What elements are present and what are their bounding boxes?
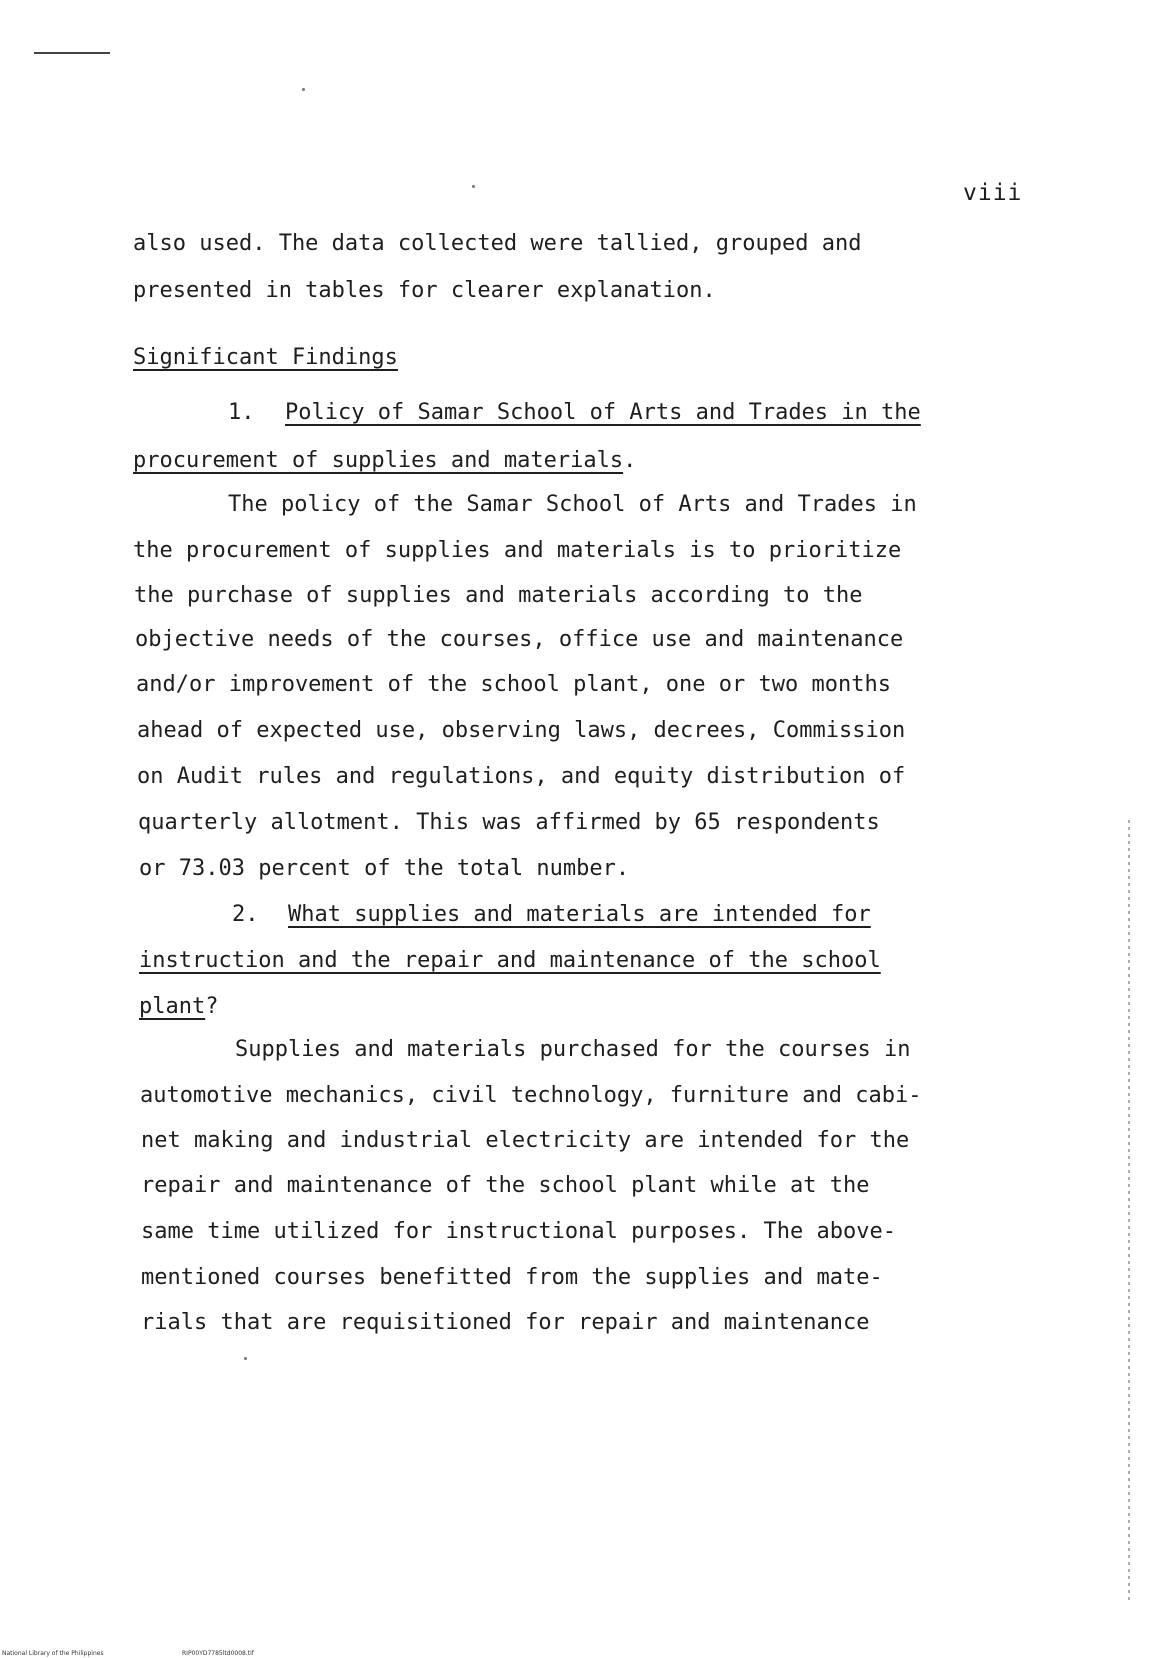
finding1-body-line: ahead of expected use, observing laws, decrees, Commission — [137, 718, 906, 743]
finding2-title-line-1: What supplies and materials are intended for — [288, 902, 871, 927]
finding1-body-line: or 73.03 percent of the total number. — [139, 856, 630, 881]
scan-corner-mark — [34, 52, 110, 54]
scan-speck — [472, 185, 475, 188]
finding2-body-line: Supplies and materials purchased for the courses in — [235, 1037, 911, 1062]
finding1-title-line-1: Policy of Samar School of Arts and Trades in the — [285, 400, 921, 425]
section-heading: Significant Findings — [133, 345, 398, 370]
finding1-title-text: procurement of supplies and materials — [133, 448, 624, 473]
finding2-title-question: ? — [205, 994, 219, 1019]
scan-speck — [302, 88, 305, 91]
finding1-body-line: quarterly allotment. This was affirmed by 65 respondents — [138, 810, 880, 835]
finding1-number: 1. — [228, 400, 255, 425]
finding2-body-line: automotive mechanics, civil technology, furniture and cabi- — [140, 1083, 922, 1108]
scan-footer-label-right: RIP00YD7785ltd0008.tif — [182, 1650, 254, 1657]
finding1-body-line: objective needs of the courses, office use and maintenance — [135, 627, 904, 652]
finding2-title-text: plant — [139, 994, 206, 1019]
finding2-title-line-2: instruction and the repair and maintenance of the school — [139, 948, 881, 973]
scan-edge-dots — [1128, 820, 1130, 1600]
finding1-title-period: . — [623, 448, 637, 473]
finding2-number: 2. — [232, 902, 259, 927]
finding2-title-line-3 — [139, 993, 218, 1021]
finding2-body-line: net making and industrial electricity are intended for the — [141, 1128, 910, 1153]
scan-footer-label-left: National Library of the Philippines — [2, 1650, 104, 1657]
finding2-body-line: mentioned courses benefitted from the supplies and mate- — [141, 1265, 883, 1290]
scan-speck — [244, 1357, 247, 1360]
finding1-body-line: and/or improvement of the school plant, one or two months — [136, 672, 891, 697]
finding2-body-line: repair and maintenance of the school plant while at the — [141, 1173, 870, 1198]
finding1-body-line: The policy of the Samar School of Arts and Trades in — [228, 492, 917, 517]
intro-line-1: also used. The data collected were tallied, grouped and — [133, 231, 862, 256]
finding2-body-line: rials that are requisitioned for repair and maintenance — [141, 1310, 870, 1335]
intro-line-2: presented in tables for clearer explanation. — [133, 278, 716, 303]
finding1-title-line-2 — [133, 447, 636, 475]
page-number: viii — [963, 180, 1023, 206]
finding1-body-line: the procurement of supplies and materials is to prioritize — [133, 538, 902, 563]
finding1-body-line: the purchase of supplies and materials according to the — [134, 583, 863, 608]
finding2-body-line: same time utilized for instructional purposes. The above- — [141, 1219, 896, 1244]
finding1-body-line: on Audit rules and regulations, and equity distribution of — [137, 764, 906, 789]
